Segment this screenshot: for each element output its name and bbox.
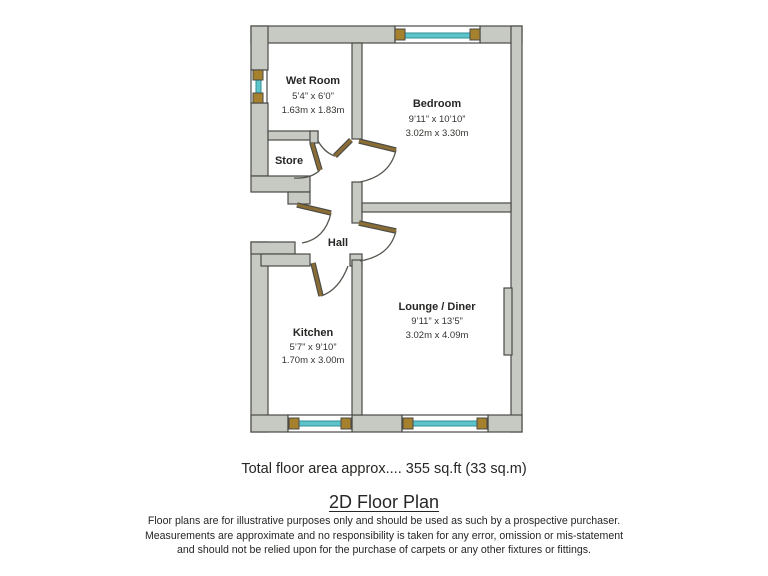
- wet-room-door: [318, 140, 351, 156]
- lounge-dims-metric: 3.02m x 4.09m: [405, 330, 469, 341]
- bedroom-dims-imperial: 9’11” x 10’10”: [408, 114, 466, 125]
- lounge-name: Lounge / Diner: [398, 301, 476, 313]
- wet-room-dims-metric: 1.63m x 1.83m: [281, 105, 345, 116]
- kitchen-name: Kitchen: [292, 327, 334, 339]
- hall-name: Hall: [327, 237, 349, 249]
- disclaimer: [0, 514, 768, 558]
- front-door: [297, 205, 331, 243]
- bedroom-window: [395, 26, 480, 43]
- wet-room-label: [282, 75, 345, 116]
- wet-room-name: Wet Room: [285, 75, 341, 87]
- store-name: Store: [274, 155, 304, 167]
- disclaimer-line: Measurements are approximate and no responsibility is taken for any error, omission or mis-statement: [144, 529, 624, 542]
- wet-room-dims-imperial: 5’4” x 6’0”: [292, 91, 334, 102]
- wet-room-window: [251, 70, 267, 103]
- kitchen-window: [288, 415, 352, 432]
- page-title: 2D Floor Plan: [328, 492, 440, 512]
- bedroom-name: Bedroom: [412, 98, 462, 110]
- lounge-dims-imperial: 9’11” x 13’5”: [411, 316, 463, 327]
- disclaimer-line: and should not be relied upon for the purchase of carpets or any other fixtures or fittings.: [177, 544, 591, 556]
- kitchen-label: [282, 327, 345, 366]
- hall-label: [328, 237, 348, 249]
- lounge-door: [359, 223, 396, 261]
- bedroom-label: [406, 98, 469, 139]
- kitchen-door: [313, 263, 348, 296]
- bedroom-dims-metric: 3.02m x 3.30m: [405, 128, 469, 139]
- lounge-label: [399, 301, 477, 341]
- kitchen-dims-metric: 1.70m x 3.00m: [281, 355, 345, 366]
- total-floor-area: Total floor area approx.... 355 sq.ft (33 sq.m): [241, 461, 527, 477]
- bedroom-door: [359, 141, 396, 182]
- disclaimer-line: Floor plans are for illustrative purposes only and should be used as such by a prospective purchaser.: [147, 515, 621, 527]
- store-label: [275, 155, 303, 167]
- kitchen-dims-imperial: 5’7” x 9’10”: [289, 342, 337, 353]
- lounge-window: [402, 415, 488, 432]
